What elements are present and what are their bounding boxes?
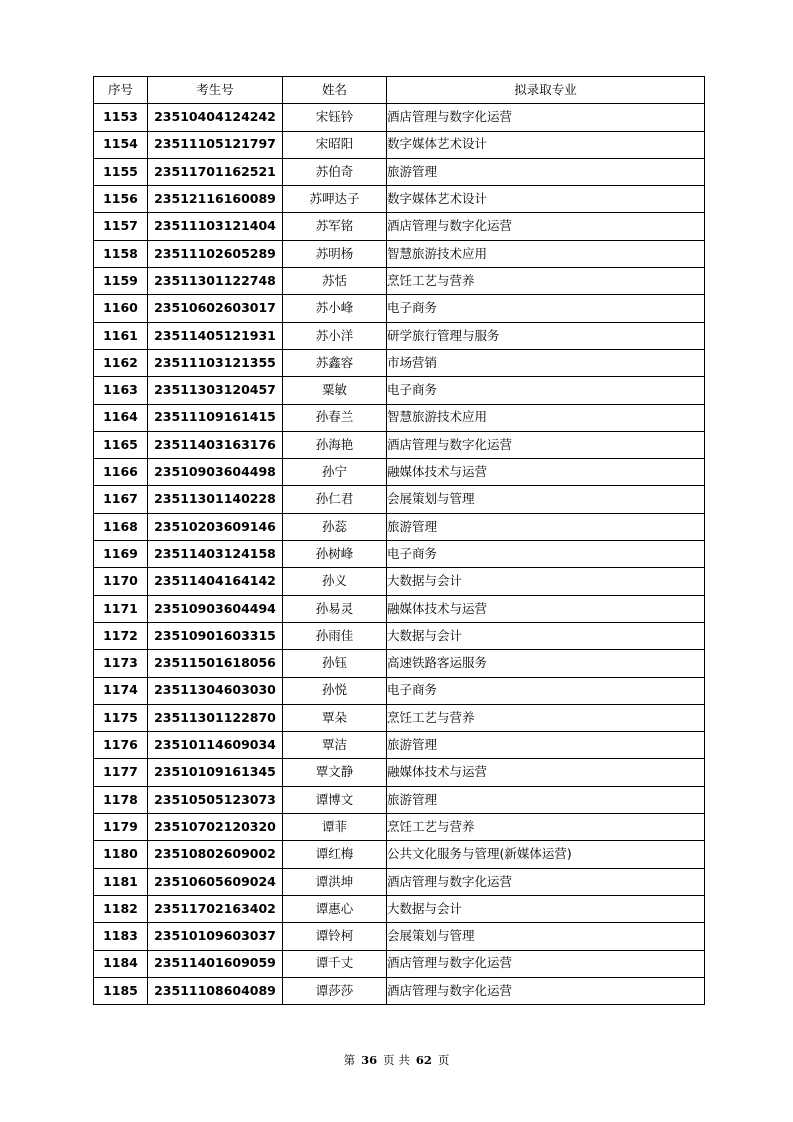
cell-serial-number: 1179 <box>94 814 148 841</box>
table-row <box>94 295 705 322</box>
cell-name: 谭千丈 <box>283 950 387 977</box>
table-row <box>94 814 705 841</box>
cell-serial-number: 1173 <box>94 650 148 677</box>
cell-exam-id: 23511105121797 <box>148 131 283 158</box>
cell-exam-id: 23511102605289 <box>148 240 283 267</box>
cell-serial-number: 1177 <box>94 759 148 786</box>
cell-exam-id: 23510203609146 <box>148 513 283 540</box>
header-serial-number: 序号 <box>94 77 148 104</box>
cell-exam-id: 23511501618056 <box>148 650 283 677</box>
cell-name: 谭惠心 <box>283 895 387 922</box>
cell-serial-number: 1161 <box>94 322 148 349</box>
table-row <box>94 895 705 922</box>
cell-exam-id: 23511301140228 <box>148 486 283 513</box>
cell-exam-id: 23511108604089 <box>148 977 283 1004</box>
header-major: 拟录取专业 <box>387 77 705 104</box>
cell-name: 苏小峰 <box>283 295 387 322</box>
cell-serial-number: 1171 <box>94 595 148 622</box>
table-row <box>94 213 705 240</box>
cell-serial-number: 1183 <box>94 923 148 950</box>
cell-name: 孙义 <box>283 568 387 595</box>
cell-serial-number: 1176 <box>94 732 148 759</box>
cell-exam-id: 23510702120320 <box>148 814 283 841</box>
cell-major: 酒店管理与数字化运营 <box>387 104 705 131</box>
cell-serial-number: 1169 <box>94 541 148 568</box>
cell-exam-id: 23510802609002 <box>148 841 283 868</box>
cell-name: 孙蕊 <box>283 513 387 540</box>
cell-name: 孙雨佳 <box>283 622 387 649</box>
table-row <box>94 568 705 595</box>
cell-major: 智慧旅游技术应用 <box>387 240 705 267</box>
table-row <box>94 622 705 649</box>
cell-major: 会展策划与管理 <box>387 486 705 513</box>
table-row <box>94 786 705 813</box>
cell-serial-number: 1182 <box>94 895 148 922</box>
cell-name: 覃洁 <box>283 732 387 759</box>
cell-exam-id: 23510109161345 <box>148 759 283 786</box>
cell-exam-id: 23511405121931 <box>148 322 283 349</box>
table-row <box>94 186 705 213</box>
cell-name: 覃朵 <box>283 704 387 731</box>
cell-serial-number: 1154 <box>94 131 148 158</box>
cell-serial-number: 1174 <box>94 677 148 704</box>
cell-serial-number: 1164 <box>94 404 148 431</box>
cell-major: 融媒体技术与运营 <box>387 759 705 786</box>
cell-exam-id: 23510404124242 <box>148 104 283 131</box>
table-row <box>94 513 705 540</box>
cell-name: 孙易灵 <box>283 595 387 622</box>
cell-major: 会展策划与管理 <box>387 923 705 950</box>
header-name: 姓名 <box>283 77 387 104</box>
cell-serial-number: 1165 <box>94 431 148 458</box>
footer-suffix: 页 <box>437 1053 450 1067</box>
cell-serial-number: 1163 <box>94 377 148 404</box>
cell-exam-id: 23511401609059 <box>148 950 283 977</box>
cell-serial-number: 1155 <box>94 158 148 185</box>
admission-table <box>93 76 705 1005</box>
cell-serial-number: 1168 <box>94 513 148 540</box>
cell-name: 孙仁君 <box>283 486 387 513</box>
cell-major: 大数据与会计 <box>387 568 705 595</box>
cell-exam-id: 23510505123073 <box>148 786 283 813</box>
cell-major: 电子商务 <box>387 377 705 404</box>
cell-serial-number: 1160 <box>94 295 148 322</box>
table-row <box>94 868 705 895</box>
cell-major: 酒店管理与数字化运营 <box>387 950 705 977</box>
table-row <box>94 650 705 677</box>
cell-exam-id: 23511301122748 <box>148 268 283 295</box>
cell-serial-number: 1181 <box>94 868 148 895</box>
cell-major: 数字媒体艺术设计 <box>387 186 705 213</box>
cell-name: 苏明杨 <box>283 240 387 267</box>
cell-major: 酒店管理与数字化运营 <box>387 868 705 895</box>
cell-serial-number: 1156 <box>94 186 148 213</box>
cell-name: 谭洪坤 <box>283 868 387 895</box>
cell-major: 融媒体技术与运营 <box>387 595 705 622</box>
cell-exam-id: 23511301122870 <box>148 704 283 731</box>
cell-major: 烹饪工艺与营养 <box>387 268 705 295</box>
cell-name: 苏呷达子 <box>283 186 387 213</box>
cell-name: 宋钰钤 <box>283 104 387 131</box>
cell-major: 酒店管理与数字化运营 <box>387 213 705 240</box>
footer-total-pages: 62 <box>415 1053 432 1067</box>
table-row <box>94 322 705 349</box>
cell-name: 孙宁 <box>283 459 387 486</box>
cell-major: 旅游管理 <box>387 158 705 185</box>
cell-serial-number: 1178 <box>94 786 148 813</box>
cell-name: 宋昭阳 <box>283 131 387 158</box>
cell-serial-number: 1157 <box>94 213 148 240</box>
table-row <box>94 377 705 404</box>
cell-major: 电子商务 <box>387 541 705 568</box>
cell-serial-number: 1167 <box>94 486 148 513</box>
cell-major: 大数据与会计 <box>387 895 705 922</box>
cell-name: 孙树峰 <box>283 541 387 568</box>
cell-serial-number: 1172 <box>94 622 148 649</box>
cell-major: 公共文化服务与管理(新媒体运营) <box>387 841 705 868</box>
cell-name: 孙钰 <box>283 650 387 677</box>
table-row <box>94 841 705 868</box>
table-row <box>94 268 705 295</box>
table-row <box>94 104 705 131</box>
cell-major: 大数据与会计 <box>387 622 705 649</box>
cell-major: 酒店管理与数字化运营 <box>387 977 705 1004</box>
table-row <box>94 158 705 185</box>
footer-middle: 页 共 <box>383 1053 410 1067</box>
header-exam-id: 考生号 <box>148 77 283 104</box>
cell-name: 谭铃柯 <box>283 923 387 950</box>
cell-serial-number: 1175 <box>94 704 148 731</box>
cell-name: 谭红梅 <box>283 841 387 868</box>
table-row <box>94 541 705 568</box>
cell-major: 酒店管理与数字化运营 <box>387 431 705 458</box>
table-row <box>94 704 705 731</box>
cell-serial-number: 1185 <box>94 977 148 1004</box>
page-footer <box>0 1052 793 1068</box>
cell-exam-id: 23510901603315 <box>148 622 283 649</box>
cell-exam-id: 23510602603017 <box>148 295 283 322</box>
cell-major: 市场营销 <box>387 349 705 376</box>
table-row <box>94 950 705 977</box>
table-row <box>94 486 705 513</box>
cell-exam-id: 23510109603037 <box>148 923 283 950</box>
cell-exam-id: 23511403163176 <box>148 431 283 458</box>
cell-exam-id: 23511109161415 <box>148 404 283 431</box>
cell-exam-id: 23511303120457 <box>148 377 283 404</box>
footer-current-page: 36 <box>361 1053 378 1067</box>
cell-serial-number: 1162 <box>94 349 148 376</box>
cell-major: 旅游管理 <box>387 513 705 540</box>
cell-major: 融媒体技术与运营 <box>387 459 705 486</box>
cell-major: 烹饪工艺与营养 <box>387 814 705 841</box>
cell-serial-number: 1184 <box>94 950 148 977</box>
cell-exam-id: 23511403124158 <box>148 541 283 568</box>
cell-major: 数字媒体艺术设计 <box>387 131 705 158</box>
cell-name: 孙海艳 <box>283 431 387 458</box>
cell-serial-number: 1166 <box>94 459 148 486</box>
cell-name: 苏鑫容 <box>283 349 387 376</box>
cell-exam-id: 23511103121404 <box>148 213 283 240</box>
table-row <box>94 131 705 158</box>
cell-name: 孙春兰 <box>283 404 387 431</box>
table-row <box>94 404 705 431</box>
cell-name: 苏小洋 <box>283 322 387 349</box>
table-row <box>94 732 705 759</box>
cell-major: 电子商务 <box>387 295 705 322</box>
cell-exam-id: 23511304603030 <box>148 677 283 704</box>
table-row <box>94 923 705 950</box>
cell-name: 谭菲 <box>283 814 387 841</box>
cell-name: 苏伯奇 <box>283 158 387 185</box>
table-row <box>94 977 705 1004</box>
cell-name: 苏恬 <box>283 268 387 295</box>
cell-major: 智慧旅游技术应用 <box>387 404 705 431</box>
cell-exam-id: 23510114609034 <box>148 732 283 759</box>
cell-serial-number: 1180 <box>94 841 148 868</box>
cell-exam-id: 23510605609024 <box>148 868 283 895</box>
cell-exam-id: 23511702163402 <box>148 895 283 922</box>
cell-exam-id: 23511404164142 <box>148 568 283 595</box>
table-row <box>94 431 705 458</box>
cell-serial-number: 1153 <box>94 104 148 131</box>
cell-exam-id: 23510903604494 <box>148 595 283 622</box>
cell-major: 研学旅行管理与服务 <box>387 322 705 349</box>
cell-exam-id: 23510903604498 <box>148 459 283 486</box>
table-row <box>94 349 705 376</box>
cell-name: 粟敏 <box>283 377 387 404</box>
table-row <box>94 595 705 622</box>
table-row <box>94 240 705 267</box>
cell-major: 烹饪工艺与营养 <box>387 704 705 731</box>
table-row <box>94 677 705 704</box>
table-row <box>94 759 705 786</box>
cell-exam-id: 23512116160089 <box>148 186 283 213</box>
table-row <box>94 459 705 486</box>
cell-exam-id: 23511701162521 <box>148 158 283 185</box>
cell-name: 苏军铭 <box>283 213 387 240</box>
cell-major: 电子商务 <box>387 677 705 704</box>
cell-major: 高速铁路客运服务 <box>387 650 705 677</box>
footer-prefix: 第 <box>343 1053 356 1067</box>
cell-major: 旅游管理 <box>387 786 705 813</box>
cell-serial-number: 1158 <box>94 240 148 267</box>
cell-name: 覃文静 <box>283 759 387 786</box>
table-body <box>94 104 705 1005</box>
cell-major: 旅游管理 <box>387 732 705 759</box>
cell-serial-number: 1170 <box>94 568 148 595</box>
cell-serial-number: 1159 <box>94 268 148 295</box>
cell-name: 谭莎莎 <box>283 977 387 1004</box>
cell-name: 谭博文 <box>283 786 387 813</box>
table-header-row <box>94 77 705 104</box>
cell-name: 孙悦 <box>283 677 387 704</box>
cell-exam-id: 23511103121355 <box>148 349 283 376</box>
